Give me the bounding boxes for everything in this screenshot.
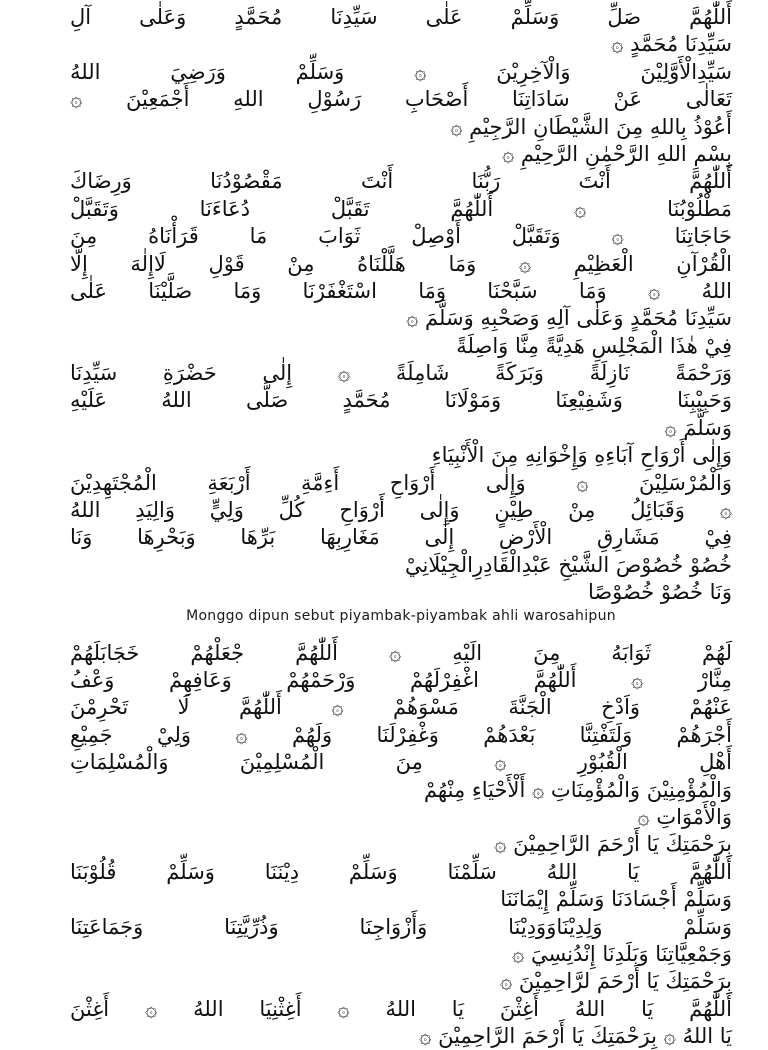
text-line: سَيِّدِنَا مُحَمَّدٍ ۞ [611, 32, 732, 57]
text-line: أَجْرَهُمْ وَلَتَفْتِنَّا بَعْدَهُمْ وَغْفِرْلَنَا وَلَهُمْ ۞ وَلِيْ جَمِيْعِ [70, 722, 732, 747]
text-line: ۞ وَقَبَائِلُ مِنْ طِيْنٍ وَإِلٰى أَرْوَاحِ كُلِّ وَلِيٍّ وَالِيَدِ اللهُ [70, 498, 732, 523]
text-line: فِيْ مَشَارِقِ الْأَرْضِ إِلٰى مَغَارِبِهَا بَرِّهَا وَبَحْرِهَا وَنَا [70, 525, 732, 550]
text-line: أَعُوْذُ بِاللهِ مِنَ الشَّيْطَانِ الرَّجِيْمِ ۞ [450, 114, 732, 139]
text-line: أَللّٰهُمَّ يَا اللهُ أَغِثْنَ يَا اللهُ ۞ أَغِثْنِيَا اللهُ ۞ أَغِثْنَ [70, 996, 732, 1021]
text-line: الْقُرْآنِ الْعَظِيْمِ ۞ وَمَا هَلَّلْنَاهُ مِنْ قَوْلِ لَاإِلٰهَ إِلَّا [70, 251, 732, 276]
text-line: أَللّٰهُمَّ يَا اللهُ سَلِّمْنَا وَسَلِّمْ دِيْنَنَا وَسَلِّمْ قُلُوْبَنَا [70, 859, 732, 884]
text-line: فِيْ هٰذَا الْمَجْلِسِ هَدِيَّةً مِنَّا وَاصِلَةً [456, 333, 732, 358]
text-line: اللهُ ۞ وَمَا سَبَّحْنَا وَمَا اسْتَغْفَرْنَا وَمَا صَلَّيْنَا عَلٰى [70, 278, 732, 303]
text-line: أَللّٰهُمَّ أَنْتَ رَبُّنَا أَنْتَ مَقْصُوْدُنَا وَرِضَاكَ [70, 169, 732, 194]
text-line: وَإِلٰى أَرْوَاحِ آبَاءِهِ وَإِخْوَانِهِ مِنَ الْأَنْبِيَاءِ [431, 443, 732, 468]
prayer-text [70, 4, 732, 1050]
text-line: تَعَالٰى عَنْ سَادَاتِنَا أَصْحَابِ رَسُوْلِ اللهِ أَجْمَعِيْنَ ۞ [70, 87, 732, 112]
instruction-note: Monggo dipun sebut piyambak-piyambak ahli warosahipun [186, 607, 616, 624]
text-line: وَالْأَمْوَاتِ ۞ [637, 804, 732, 829]
text-line: سَيِّدِنَا مُحَمَّدٍ وَعَلٰى آلِهِ وَصَحْبِهِ وَسَلَّمَ ۞ [406, 306, 732, 331]
text-line: عَنْهُمْ وَاَدْخِ الْجَنَّةَ مَسْوَهُمْ ۞ أَللّٰهُمَّ لَا تَحْرِمْنَ [70, 695, 732, 720]
text-line: وَالْمُرْسَلِيْنَ ۞ وَإِلٰى أَرْوَاحِ أَءِمَّةِ أَرْبَعَةِ الْمُجْتَهِدِيْنَ [70, 470, 732, 495]
text-line: سَيِّدِالْأَوَّلِيْنَ وَالْآخِرِيْنَ ۞ وَسَلِّمْ وَرَضِيَ اللهُ [70, 59, 732, 84]
text-line: حَاجَاتِنَا ۞ وَتَقَبَّلْ أَوْصِلْ ثَوَابَ مَا قَرَأْنَاهُ مِنَ [70, 224, 732, 249]
text-line: وَسَلَّمَ ۞ [664, 415, 732, 440]
text-line: مِنَّارْ ۞ أَللّٰهُمَّ اغْفِرْلَهُمْ وَرْحَمْهُمْ وَعَافِهِمْ وَعْفُ [70, 667, 732, 692]
text-line: بِسْمِ اللهِ الرَّحْمٰنِ الرَّحِيْمِ ۞ [501, 141, 732, 166]
text-line: وَرَحْمَةً نَازِلَةً وَبَرَكَةً شَامِلَةً ۞ إِلٰى حَضْرَةِ سَيِّدِنَا [70, 361, 732, 386]
text-line: وَسَلِّمْ أَجْسَادَنَا وَسَلِّمْ إِيْمَانَنَا [500, 887, 732, 912]
text-line: أَهْلِ الْقُبُوْرِ ۞ مِنَ الْمُسْلِمِيْنَ وَالْمُسْلِمَاتِ [70, 750, 732, 775]
text-line: وَحَبِيْبِنَا وَشَفِيْعِنَا وَمَوْلَانَا مُحَمَّدٍ صَلَّى اللهُ عَلَيْهِ [70, 388, 732, 413]
text-line: وَالْمُؤْمِنِيْنَ وَالْمُؤْمِنَاتِ ۞ أَلْأَحْيَاءِ مِنْهُمْ [423, 777, 732, 802]
text-line: يَا اللهُ ۞ بِرَحْمَتِكَ يَا أَرْحَمَ الرَّاحِمِيْنَ ۞ [419, 1024, 732, 1049]
text-line: وَنَا خُصُوْ خُصُوْصًا [587, 580, 732, 605]
text-line: وَسَلِّمْ وَلِدِيْنَاوَوَدِيْنَا وَأَزْوَاجِنَا وَذُرِّيَّتِنَا وَجَمَاعَتِنَا [70, 914, 732, 939]
text-line: خُصُوْ خُصُوْصَ الشَّيْخِ عَبْدِالْقَادِرِالْجِيْلَانِيْ [405, 552, 732, 577]
text-line: لَهُمْ ثَوَابَهُ مِنَ الَيْهِ ۞ أَللّٰهُمَّ جْعَلْهُمْ خَجَابَلَهُمْ [70, 640, 732, 665]
text-line: بِرَحْمَتِكَ يَا أَرْحَمَ لرَّاحِمِيْنَ ۞ [499, 969, 732, 994]
text-line: وَجَمْعِيَّاتِنَا وَبَلَدِنَا إِنْدُنِسِيَ ۞ [511, 941, 732, 966]
text-line: بِرَحْمَتِكَ يَا أَرْحَمَ الرَّاحِمِيْنَ ۞ [494, 832, 732, 857]
text-line: أَللّٰهُمَّ صَلِّ وَسَلِّمْ عَلٰى سَيِّدِنَا مُحَمَّدٍ وَعَلٰى آلِ [70, 5, 732, 29]
text-line: مَطْلُوْبُنَا ۞ أَللّٰهُمَّ تَقَبَّلْ دُعَاءَنَا وَتَقَبَّلْ [70, 196, 732, 221]
